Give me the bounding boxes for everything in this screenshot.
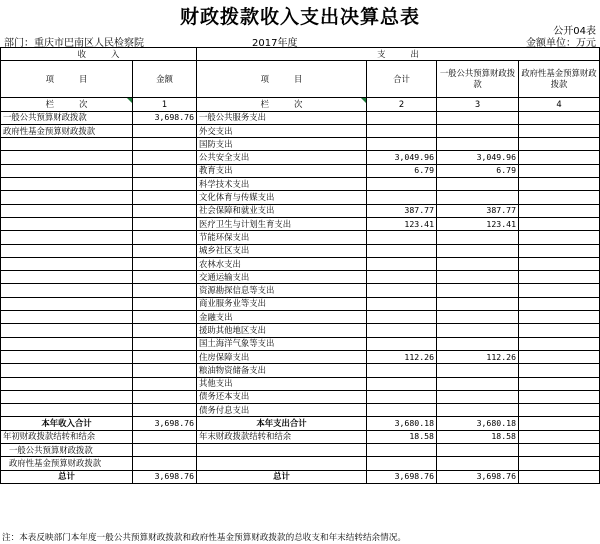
table-row [1, 404, 600, 417]
general-budget-cell: 112.26 [437, 350, 519, 363]
income-amount-cell [133, 364, 197, 377]
table-row [1, 204, 600, 217]
expense-total-header: 合计 [367, 61, 437, 98]
table-row [1, 231, 600, 244]
expense-item-cell: 交通运输支出 [197, 271, 367, 284]
income-amount-cell [133, 350, 197, 363]
expense-total-cell [367, 244, 437, 257]
expense-total-cell: 6.79 [367, 164, 437, 177]
gov-fund-cell [519, 164, 600, 177]
table-row [1, 164, 600, 177]
income-item-cell [1, 164, 133, 177]
income-amount-cell [133, 284, 197, 297]
table-row [1, 124, 600, 137]
expense-item-cell: 医疗卫生与计划生育支出 [197, 217, 367, 230]
expense-total-cell [367, 191, 437, 204]
income-amount-cell [133, 204, 197, 217]
table-row [1, 178, 600, 191]
gov-fund-cell [519, 390, 600, 403]
beginning-general-label: 一般公共预算财政拨款 [1, 444, 133, 457]
income-item-cell [1, 231, 133, 244]
gov-fund-cell [519, 311, 600, 324]
income-total-label: 本年收入合计 [1, 417, 133, 430]
expense-total-cell [367, 124, 437, 137]
table-row [1, 138, 600, 151]
table-row [1, 377, 600, 390]
expense-item-cell: 文化体育与传媒支出 [197, 191, 367, 204]
expense-total-value: 3,680.18 [367, 417, 437, 430]
income-amount-cell [133, 337, 197, 350]
expense-item-cell: 节能环保支出 [197, 231, 367, 244]
income-item-cell [1, 364, 133, 377]
general-budget-cell [437, 124, 519, 137]
income-item-cell [1, 350, 133, 363]
expense-item-cell: 公共安全支出 [197, 151, 367, 164]
fiscal-year: 2017年度 [252, 38, 298, 49]
table-row [1, 284, 600, 297]
column-number-label: 栏 次 [197, 98, 367, 111]
income-section-header: 收 入 [1, 48, 197, 61]
income-total-value: 3,698.76 [133, 417, 197, 430]
general-budget-cell [437, 231, 519, 244]
gov-fund-cell [519, 138, 600, 151]
column-number: 2 [367, 98, 437, 111]
general-budget-cell [437, 191, 519, 204]
gov-fund-cell [519, 217, 600, 230]
general-budget-cell [437, 337, 519, 350]
expense-total-cell [367, 178, 437, 191]
gov-fund-cell [519, 271, 600, 284]
income-item-cell [1, 324, 133, 337]
expense-item-cell: 一般公共服务支出 [197, 111, 367, 124]
footnote: 注：本表反映部门本年度一般公共预算财政拨款和政府性基金预算财政拨款的总收支和年末结转结余情况。 [2, 533, 406, 543]
income-item-cell [1, 178, 133, 191]
gov-fund-cell [519, 191, 600, 204]
income-item-cell [1, 204, 133, 217]
column-number: 3 [437, 98, 519, 111]
income-amount-cell [133, 297, 197, 310]
column-number: 4 [519, 98, 600, 111]
income-amount-cell [133, 324, 197, 337]
table-row [1, 151, 600, 164]
income-item-cell [1, 217, 133, 230]
income-amount-cell [133, 191, 197, 204]
general-budget-cell [437, 297, 519, 310]
form-number: 公开04表 [553, 26, 596, 37]
table-row [1, 191, 600, 204]
table-row [1, 257, 600, 270]
income-amount-cell [133, 377, 197, 390]
expense-section-header: 支 出 [197, 48, 600, 61]
grand-total-gov [519, 470, 600, 483]
expense-total-cell [367, 337, 437, 350]
expense-item-cell: 教育支出 [197, 164, 367, 177]
expense-total-cell [367, 311, 437, 324]
general-budget-cell [437, 111, 519, 124]
general-budget-cell [437, 244, 519, 257]
general-budget-cell [437, 284, 519, 297]
gov-fund-cell [519, 337, 600, 350]
expense-item-cell: 城乡社区支出 [197, 244, 367, 257]
income-amount-cell: 3,698.76 [133, 111, 197, 124]
income-item-cell [1, 390, 133, 403]
general-budget-cell: 6.79 [437, 164, 519, 177]
expense-item-cell: 外交支出 [197, 124, 367, 137]
gov-fund-cell [519, 364, 600, 377]
income-amount-header: 金额 [133, 61, 197, 98]
expense-item-cell: 金融支出 [197, 311, 367, 324]
general-budget-cell [437, 178, 519, 191]
beginning-gov-label: 政府性基金预算财政拨款 [1, 457, 133, 470]
expense-item-cell: 债务付息支出 [197, 404, 367, 417]
column-number-label: 栏 次 [1, 98, 133, 111]
ending-balance-total: 18.58 [367, 430, 437, 443]
gov-fund-header: 政府性基金预算财政拨款 [519, 61, 600, 98]
expense-item-cell: 粮油物资储备支出 [197, 364, 367, 377]
general-budget-cell [437, 377, 519, 390]
table-row [1, 217, 600, 230]
gov-fund-cell [519, 111, 600, 124]
expense-item-cell: 国防支出 [197, 138, 367, 151]
gov-fund-cell [519, 350, 600, 363]
table-row [1, 350, 600, 363]
expense-total-cell [367, 297, 437, 310]
gov-fund-cell [519, 124, 600, 137]
general-budget-cell [437, 390, 519, 403]
income-amount-cell [133, 217, 197, 230]
income-amount-cell [133, 164, 197, 177]
expense-total-cell: 112.26 [367, 350, 437, 363]
expense-item-cell: 科学技术支出 [197, 178, 367, 191]
expense-total-cell: 387.77 [367, 204, 437, 217]
income-amount-cell [133, 124, 197, 137]
expense-item-cell: 国土海洋气象等支出 [197, 337, 367, 350]
expense-total-label: 本年支出合计 [197, 417, 367, 430]
income-item-cell [1, 257, 133, 270]
table-row [1, 337, 600, 350]
gov-fund-cell [519, 297, 600, 310]
general-budget-cell: 123.41 [437, 217, 519, 230]
expense-total-cell [367, 284, 437, 297]
income-item-cell [1, 271, 133, 284]
income-item-cell: 一般公共预算财政拨款 [1, 111, 133, 124]
expense-total-cell [367, 390, 437, 403]
income-item-cell [1, 337, 133, 350]
expense-total-general: 3,680.18 [437, 417, 519, 430]
income-amount-cell [133, 311, 197, 324]
general-budget-cell [437, 257, 519, 270]
ending-balance-general: 18.58 [437, 430, 519, 443]
income-item-cell [1, 151, 133, 164]
income-item-cell [1, 191, 133, 204]
income-item-cell [1, 404, 133, 417]
gov-fund-cell [519, 324, 600, 337]
column-number: 1 [133, 98, 197, 111]
expense-total-cell [367, 271, 437, 284]
expense-item-header: 项 目 [197, 61, 367, 98]
income-amount-cell [133, 257, 197, 270]
table-row [1, 111, 600, 124]
gov-fund-cell [519, 231, 600, 244]
gov-fund-cell [519, 178, 600, 191]
income-amount-cell [133, 231, 197, 244]
expense-item-cell: 资源勘探信息等支出 [197, 284, 367, 297]
gov-fund-cell [519, 377, 600, 390]
table-row [1, 297, 600, 310]
expense-item-cell: 其他支出 [197, 377, 367, 390]
beginning-balance-value [133, 430, 197, 443]
grand-total-general: 3,698.76 [437, 470, 519, 483]
income-amount-cell [133, 271, 197, 284]
expense-item-cell: 农林水支出 [197, 257, 367, 270]
income-item-cell [1, 138, 133, 151]
grand-total-income: 3,698.76 [133, 470, 197, 483]
gov-fund-cell [519, 244, 600, 257]
income-amount-cell [133, 138, 197, 151]
gov-fund-cell [519, 151, 600, 164]
general-budget-cell [437, 324, 519, 337]
expense-total-cell [367, 404, 437, 417]
table-row [1, 311, 600, 324]
income-amount-cell [133, 244, 197, 257]
table-row [1, 364, 600, 377]
grand-total-label-expense: 总计 [197, 470, 367, 483]
general-budget-cell: 3,049.96 [437, 151, 519, 164]
expense-total-cell [367, 364, 437, 377]
expense-total-gov [519, 417, 600, 430]
ending-balance-label: 年末财政拨款结转和结余 [197, 430, 367, 443]
expense-total-cell: 3,049.96 [367, 151, 437, 164]
income-amount-cell [133, 390, 197, 403]
general-budget-cell [437, 364, 519, 377]
table-row [1, 244, 600, 257]
income-amount-cell [133, 151, 197, 164]
gov-fund-cell [519, 404, 600, 417]
general-budget-cell [437, 404, 519, 417]
general-budget-header: 一般公共预算财政拨款 [437, 61, 519, 98]
income-amount-cell [133, 404, 197, 417]
income-item-cell: 政府性基金预算财政拨款 [1, 124, 133, 137]
income-item-cell [1, 311, 133, 324]
gov-fund-cell [519, 284, 600, 297]
table-row [1, 271, 600, 284]
expense-total-cell [367, 257, 437, 270]
amount-unit: 金额单位：万元 [526, 38, 596, 49]
expense-total-cell: 123.41 [367, 217, 437, 230]
expense-item-cell: 商业服务业等支出 [197, 297, 367, 310]
budget-table [0, 47, 600, 484]
expense-total-cell [367, 138, 437, 151]
expense-total-cell [367, 231, 437, 244]
expense-total-cell [367, 111, 437, 124]
grand-total-label: 总计 [1, 470, 133, 483]
expense-item-cell: 住房保障支出 [197, 350, 367, 363]
beginning-balance-label: 年初财政拨款结转和结余 [1, 430, 133, 443]
department-label: 部门：重庆市巴南区人民检察院 [4, 38, 144, 49]
expense-item-cell: 债务还本支出 [197, 390, 367, 403]
income-item-cell [1, 297, 133, 310]
expense-total-cell [367, 377, 437, 390]
expense-item-cell: 社会保障和就业支出 [197, 204, 367, 217]
general-budget-cell [437, 311, 519, 324]
expense-item-cell: 援助其他地区支出 [197, 324, 367, 337]
income-item-cell [1, 284, 133, 297]
general-budget-cell [437, 138, 519, 151]
general-budget-cell: 387.77 [437, 204, 519, 217]
ending-balance-gov [519, 430, 600, 443]
report-title: 财政拨款收入支出决算总表 [179, 6, 420, 28]
table-row [1, 324, 600, 337]
income-amount-cell [133, 178, 197, 191]
gov-fund-cell [519, 204, 600, 217]
income-item-header: 项 目 [1, 61, 133, 98]
expense-total-cell [367, 324, 437, 337]
income-item-cell [1, 377, 133, 390]
gov-fund-cell [519, 257, 600, 270]
general-budget-cell [437, 271, 519, 284]
income-item-cell [1, 244, 133, 257]
table-row [1, 390, 600, 403]
grand-total-expense: 3,698.76 [367, 470, 437, 483]
